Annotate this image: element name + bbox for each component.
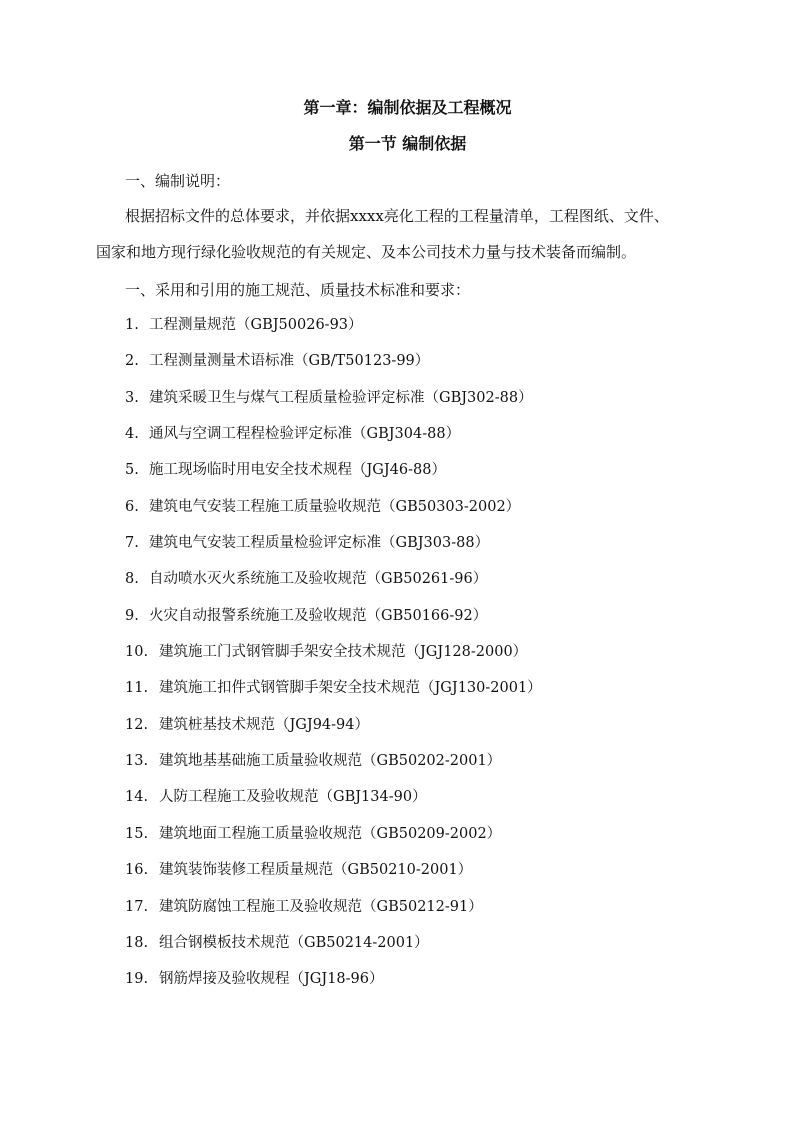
list-item bbox=[125, 569, 542, 605]
list-item bbox=[125, 460, 542, 496]
list-item-number: 8. bbox=[125, 571, 139, 588]
list-item bbox=[125, 933, 542, 969]
list-item-number: 1. bbox=[125, 317, 139, 333]
list-item-text: 建筑施工门式钢管脚手架安全技术规范（JGJ128-2000） bbox=[159, 644, 528, 661]
list-item bbox=[125, 497, 542, 533]
list-item-text: 工程测量规范（GBJ50026-93） bbox=[149, 317, 363, 333]
list-item-text: 自动喷水灭火系统施工及验收规范（GB50261-96） bbox=[149, 571, 488, 588]
list-item-number: 16. bbox=[125, 862, 149, 879]
list-item-text: 火灾自动报警系统施工及验收规范（GB50166-92） bbox=[149, 607, 488, 624]
list-item bbox=[125, 606, 542, 642]
list-item-number: 15. bbox=[125, 825, 149, 842]
list-item bbox=[125, 897, 542, 933]
list-item-text: 工程测量测量术语标准（GB/T50123-99） bbox=[149, 353, 430, 370]
list-item-number: 9. bbox=[125, 607, 139, 624]
list-item-number: 12. bbox=[125, 716, 149, 733]
list-item-number: 11. bbox=[125, 680, 149, 697]
heading-standards: 一、采用和引用的施工规范、质量技术标准和要求： bbox=[125, 281, 471, 299]
list-item-text: 人防工程施工及验收规范（GBJ134-90） bbox=[159, 789, 427, 806]
paragraph-line-2: 国家和地方现行绿化验收规范的有关规定、及本公司技术力量与技术装备而编制。 bbox=[96, 243, 637, 261]
list-item bbox=[125, 969, 542, 1005]
list-item-number: 19. bbox=[125, 971, 149, 988]
section-title: 第一节 编制依据 bbox=[348, 134, 467, 153]
list-item-text: 建筑采暖卫生与煤气工程质量检验评定标准（GBJ302-88） bbox=[149, 389, 533, 406]
list-item bbox=[125, 751, 542, 787]
chapter-title: 第一章：编制依据及工程概况 bbox=[303, 98, 512, 117]
list-item bbox=[125, 351, 542, 387]
list-item bbox=[125, 642, 542, 678]
list-item-text: 通风与空调工程程检验评定标准（GBJ304-88） bbox=[149, 426, 461, 443]
list-item-text: 建筑桩基技术规范（JGJ94-94） bbox=[159, 716, 370, 733]
list-item-number: 18. bbox=[125, 934, 149, 951]
list-item-text: 组合钢模板技术规范（GB50214-2001） bbox=[159, 934, 429, 951]
list-item-number: 2. bbox=[125, 353, 139, 370]
list-item-number: 3. bbox=[125, 389, 139, 406]
list-item-number: 10. bbox=[125, 644, 149, 661]
list-item bbox=[125, 678, 542, 714]
heading-compilation-notes: 一、编制说明： bbox=[125, 172, 231, 190]
list-item-number: 7. bbox=[125, 535, 139, 552]
list-item-text: 建筑防腐蚀工程施工及验收规范（GB50212-91） bbox=[159, 898, 483, 915]
list-item bbox=[125, 715, 542, 751]
list-item bbox=[125, 424, 542, 460]
list-item-text: 建筑施工扣件式钢管脚手架安全技术规范（JGJ130-2001） bbox=[159, 680, 542, 697]
list-item-text: 建筑地面工程施工质量验收规范（GB50209-2002） bbox=[159, 825, 502, 842]
list-item bbox=[125, 787, 542, 823]
list-item-text: 建筑电气安装工程施工质量验收规范（GB50303-2002） bbox=[149, 498, 521, 515]
list-item-number: 6. bbox=[125, 498, 139, 515]
list-item bbox=[125, 824, 542, 860]
list-item-text: 施工现场临时用电安全技术规程（JGJ46-88） bbox=[149, 462, 447, 479]
list-item bbox=[125, 860, 542, 896]
list-item-number: 5. bbox=[125, 462, 139, 479]
standards-list bbox=[125, 315, 542, 1006]
list-item-text: 建筑电气安装工程质量检验评定标准（GBJ303-88） bbox=[149, 535, 490, 552]
list-item-text: 建筑地基基础施工质量验收规范（GB50202-2001） bbox=[159, 753, 502, 770]
list-item bbox=[125, 388, 542, 424]
list-item-number: 13. bbox=[125, 753, 149, 770]
list-item-number: 4. bbox=[125, 426, 139, 443]
list-item bbox=[125, 315, 542, 351]
list-item-text: 建筑装饰装修工程质量规范（GB50210-2001） bbox=[159, 862, 473, 879]
list-item bbox=[125, 533, 542, 569]
list-item-number: 17. bbox=[125, 898, 149, 915]
paragraph-line-1: 根据招标文件的总体要求，并依据xxxx亮化工程的工程量清单，工程图纸、文件、 bbox=[125, 207, 669, 225]
list-item-text: 钢筋焊接及验收规程（JGJ18-96） bbox=[159, 971, 384, 988]
list-item-number: 14. bbox=[125, 789, 149, 806]
